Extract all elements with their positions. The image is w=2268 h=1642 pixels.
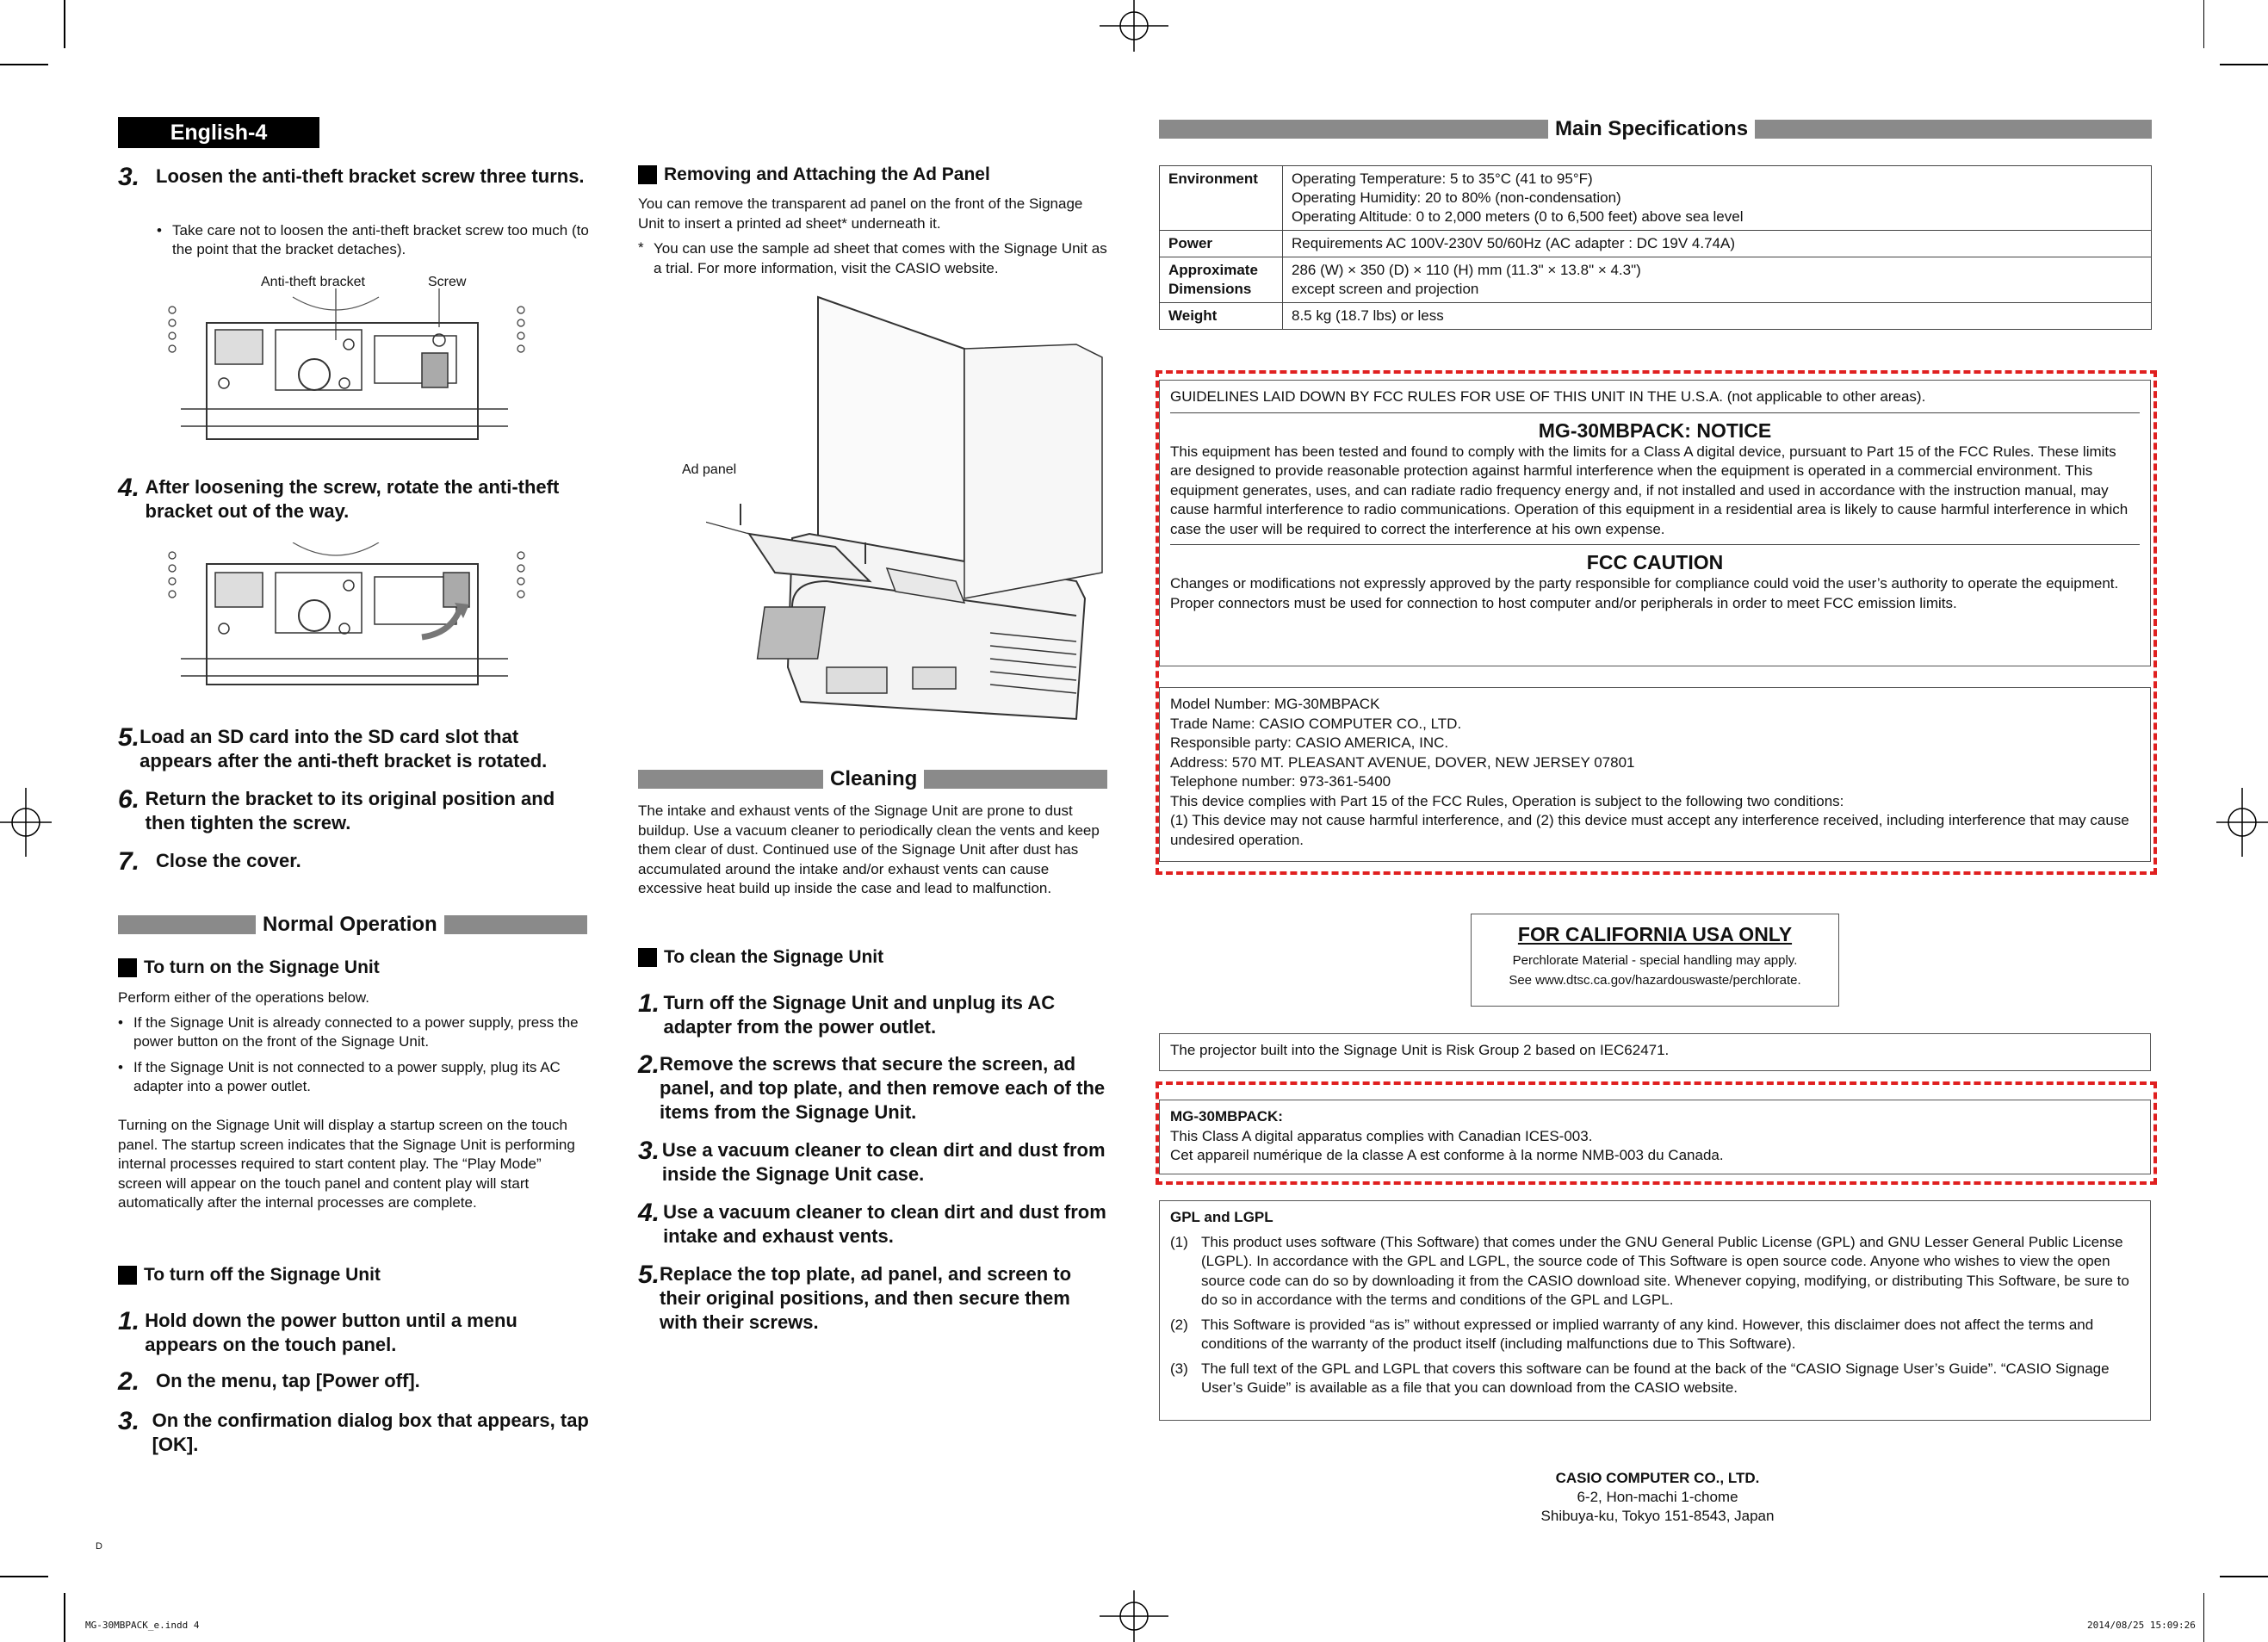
heading-bar-left xyxy=(638,770,823,789)
clean-step-1 xyxy=(638,991,1112,1039)
subhead-text: To turn off the Signage Unit xyxy=(144,1265,381,1285)
step-number: 3. xyxy=(118,1407,140,1435)
crop-mark-bl-v xyxy=(64,1593,65,1642)
crop-mark-br-v xyxy=(2203,1593,2205,1642)
spec-value xyxy=(1283,257,2152,303)
spec-key: Environment xyxy=(1160,166,1283,231)
spec-value: Requirements AC 100V-230V 50/60Hz (AC adapter : DC 19V 4.74A) xyxy=(1283,231,2152,257)
gpl-box xyxy=(1159,1200,2151,1421)
step-text: After loosening the screw, rotate the anti-theft bracket out of the way. xyxy=(145,476,560,522)
list-item xyxy=(1170,1360,2140,1398)
step-text: Load an SD card into the SD card slot that appears after the anti-theft bracket is rotated. xyxy=(139,726,548,771)
spec-value xyxy=(1283,166,2152,231)
spec-line: 286 (W) × 350 (D) × 110 (H) mm (11.3" × 13.8" × 4.3") xyxy=(1292,262,1641,278)
model-line: This device complies with Part 15 of the FCC Rules, Operation is subject to the following two conditions: xyxy=(1170,792,1844,809)
step-number: 1. xyxy=(638,989,660,1018)
section-title: Main Specifications xyxy=(1555,117,1749,140)
heading-bar-right xyxy=(1755,120,2152,139)
step-number: 2. xyxy=(118,1367,140,1396)
heading-bar-left xyxy=(118,915,256,934)
section-title: Normal Operation xyxy=(263,913,437,936)
bracket-figure-2 xyxy=(164,542,525,693)
step-number: 7. xyxy=(118,847,140,876)
california-box xyxy=(1471,914,1839,1007)
off-step-3 xyxy=(118,1409,592,1457)
step-number: 3. xyxy=(118,163,140,191)
fcc-notice-box xyxy=(1159,380,2151,666)
spec-key: Weight xyxy=(1160,303,1283,330)
step-number: 4. xyxy=(638,1199,660,1227)
step-text: On the menu, tap [Power off]. xyxy=(156,1370,420,1391)
table-row xyxy=(1160,166,2152,231)
california-line-1: Perchlorate Material - special handling may apply. xyxy=(1512,953,1798,968)
canada-line-1: This Class A digital apparatus complies with Canadian ICES-003. xyxy=(1170,1127,1593,1144)
heading-square-icon xyxy=(118,958,137,977)
table-row xyxy=(1160,231,2152,257)
step-number: 6. xyxy=(118,785,140,814)
clean-step-4 xyxy=(638,1200,1112,1249)
step-number: 5. xyxy=(118,723,140,752)
spec-line: Operating Altitude: 0 to 2,000 meters (0 to 6,500 feet) above sea level xyxy=(1292,208,1744,225)
cleaning-heading xyxy=(638,768,1107,790)
subhead-text: To turn on the Signage Unit xyxy=(144,957,380,977)
slug-file: MG-30MBPACK_e.indd 4 xyxy=(85,1620,200,1631)
heading-square-icon xyxy=(638,948,657,967)
normal-operation-heading xyxy=(118,914,587,936)
model-line: (1) This device may not cause harmful interference, and (2) this device must accept any interference received, including interference that may cause undesired operation. xyxy=(1170,812,2129,848)
step-5 xyxy=(118,725,592,773)
clean-heading xyxy=(638,947,883,968)
caution-text-1: Changes or modifications not expressly approved by the party responsible for compliance could void the user’s authority to operate the equipment. xyxy=(1170,575,2119,592)
main-spec-heading xyxy=(1159,118,2152,140)
gpl-item-text: This Software is provided “as is” without expressed or implied warranty of any kind. However, this disclaimer does not affect the terms and conditions of the warranty of the product itself (including malfunctions due to This Software). xyxy=(1201,1316,2094,1352)
turn-on-heading xyxy=(118,957,380,978)
heading-bar-right xyxy=(924,770,1107,789)
spec-line: Operating Temperature: 5 to 35°C (41 to 95°F) xyxy=(1292,170,1593,187)
ad-panel-note: You can use the sample ad sheet that comes with the Signage Unit as a trial. For more information, visit the CASIO website. xyxy=(654,240,1107,276)
list-item xyxy=(1170,1233,2140,1311)
spec-value: 8.5 kg (18.7 lbs) or less xyxy=(1283,303,2152,330)
crop-mark-br-h xyxy=(2220,1576,2268,1577)
divider xyxy=(1170,412,2140,413)
page-tab: English-4 xyxy=(118,117,319,148)
step-number: 2. xyxy=(638,1050,660,1079)
signage-unit-figure xyxy=(706,288,1119,728)
turn-on-intro: Perform either of the operations below. xyxy=(118,989,369,1006)
clean-step-3 xyxy=(638,1138,1112,1187)
off-step-1 xyxy=(118,1309,592,1357)
registration-target-bottom xyxy=(1100,1590,1168,1642)
step-text: Use a vacuum cleaner to clean dirt and dust from inside the Signage Unit case. xyxy=(661,1139,1106,1185)
spec-line: except screen and projection xyxy=(1292,281,1479,297)
step-4 xyxy=(118,475,592,524)
step-text: Turn off the Signage Unit and unplug its AC adapter from the power outlet. xyxy=(663,992,1056,1038)
california-line-2: See www.dtsc.ca.gov/hazardouswaste/perchlorate. xyxy=(1509,973,1801,988)
model-line: Trade Name: CASIO COMPUTER CO., LTD. xyxy=(1170,715,1462,732)
off-step-2 xyxy=(118,1369,592,1395)
figure-bracket-label: Anti-theft bracket xyxy=(261,275,365,289)
model-line: Address: 570 MT. PLEASANT AVENUE, DOVER, NEW JERSEY 07801 xyxy=(1170,753,1635,771)
table-row xyxy=(1160,257,2152,303)
divider xyxy=(1170,544,2140,545)
spec-line: Operating Humidity: 20 to 80% (non-condensation) xyxy=(1292,189,1621,206)
turn-on-bullet-1: • If the Signage Unit is already connected to a power supply, press the power button on the front of the Signage Unit. xyxy=(118,1013,590,1051)
gpl-title: GPL and LGPL xyxy=(1170,1209,1273,1225)
step-text: Close the cover. xyxy=(156,850,301,871)
list-item xyxy=(1170,1316,2140,1354)
model-line: Responsible party: CASIO AMERICA, INC. xyxy=(1170,734,1449,751)
california-title: FOR CALIFORNIA USA ONLY xyxy=(1517,923,1793,945)
canada-title: MG-30MBPACK: xyxy=(1170,1108,1283,1125)
clean-step-2 xyxy=(638,1052,1112,1125)
step-number: 5. xyxy=(638,1261,660,1289)
fcc-guidelines: GUIDELINES LAID DOWN BY FCC RULES FOR USE OF THIS UNIT IN THE U.S.A. (not applicable to other areas). xyxy=(1170,388,1926,405)
turn-on-paragraph: Turning on the Signage Unit will display a startup screen on the touch panel. The startup screen indicates that the Signage Unit is performing internal processes required to start content play. The “Play Mode” screen will appear on the touch panel and content play will start automatically after the internal processes are complete. xyxy=(118,1117,575,1211)
caution-title: FCC CAUTION xyxy=(1586,551,1724,573)
ad-panel-heading xyxy=(638,164,990,185)
step-text: Hold down the power button until a menu appears on the touch panel. xyxy=(145,1310,517,1355)
step-number: 1. xyxy=(118,1307,140,1335)
gpl-item-number: (1) xyxy=(1170,1233,1188,1250)
notice-title: MG-30MBPACK: NOTICE xyxy=(1538,418,1772,442)
step-number: 3. xyxy=(638,1137,660,1165)
step-text: Return the bracket to its original position and then tighten the screw. xyxy=(145,788,555,833)
subhead-text: To clean the Signage Unit xyxy=(664,947,884,967)
address-line-2: Shibuya-ku, Tokyo 151-8543, Japan xyxy=(1540,1508,1775,1524)
step-text: Remove the screws that secure the screen, ad panel, and top plate, and then remove each of the items from the Signage Unit. xyxy=(660,1053,1106,1123)
model-line: Model Number: MG-30MBPACK xyxy=(1170,696,1380,712)
heading-square-icon xyxy=(638,165,657,184)
section-title: Cleaning xyxy=(830,767,918,790)
turn-off-heading xyxy=(118,1265,381,1286)
step-number: 4. xyxy=(118,474,140,502)
gpl-item-number: (2) xyxy=(1170,1316,1188,1333)
crop-mark-tr-h xyxy=(2220,64,2268,65)
projector-box xyxy=(1159,1033,2151,1071)
step-3 xyxy=(118,164,592,190)
turn-on-bullet-2: • If the Signage Unit is not connected to a power supply, plug its AC adapter into a power outlet. xyxy=(118,1058,590,1096)
model-line: Telephone number: 973-361-5400 xyxy=(1170,773,1391,790)
gpl-item-number: (3) xyxy=(1170,1360,1188,1377)
figure-screw-label: Screw xyxy=(428,275,467,289)
address-line-1: 6-2, Hon-machi 1-chome xyxy=(1577,1489,1738,1505)
gpl-item-text: This product uses software (This Software) that comes under the GNU General Public License (GPL) and GNU Lesser General Public License (LGPL). In accordance with the GPL and LGPL, the source code of This Software is open source code. Anyone who wishes to view the open source code can do so by downloading it from the CASIO download site. Whenever copying, modifying, or distributing This Software, be sure to do so in accordance with the terms and conditions of the GPL and LGPL. xyxy=(1201,1233,2129,1308)
notice-text: This equipment has been tested and found to comply with the limits for a Class A digital device, pursuant to Part 15 of the FCC Rules. These limits are designed to provide reasonable protection against harmful interference when the equipment is operated in a commercial environment. This equipment generates, uses, and can radiate radio frequency energy and, if not installed and used in accordance with the instruction manual, may cause harmful interference to radio communications. Operation of this equipment in a residential area is likely to cause harmful interference in which case the user will be required to correct the interference at his own expense. xyxy=(1170,443,2129,537)
caution-text-2: Proper connectors must be used for connection to host computer and/or peripherals in order to meet FCC emission limits. xyxy=(1170,594,1957,611)
slug-timestamp: 2014/08/25 15:09:26 xyxy=(2087,1620,2196,1631)
company-address xyxy=(1481,1469,1834,1526)
step-text: Loosen the anti-theft bracket screw three turns. xyxy=(156,165,585,187)
spec-key: Approximate Dimensions xyxy=(1160,257,1283,303)
crop-mark-tr-v xyxy=(2203,0,2205,48)
model-info-box xyxy=(1159,687,2151,862)
spec-table xyxy=(1159,165,2152,330)
table-row xyxy=(1160,303,2152,330)
gpl-item-text: The full text of the GPL and LGPL that covers this software can be found at the back of the “CASIO Signage User’s Guide”. “CASIO Signage User’s Guide” is available as a file that you can download from the CASIO website. xyxy=(1201,1360,2110,1396)
spec-key: Power xyxy=(1160,231,1283,257)
crop-mark-tl-h xyxy=(0,64,48,65)
ad-panel-label: Ad panel xyxy=(682,462,737,477)
projector-text: The projector built into the Signage Unit is Risk Group 2 based on IEC62471. xyxy=(1170,1042,1670,1058)
step-text: Replace the top plate, ad panel, and screen to their original positions, and then secure them with their screws. xyxy=(660,1263,1072,1333)
registration-target-left xyxy=(0,788,52,857)
footer-letter: D xyxy=(96,1541,102,1552)
bracket-figure-1 xyxy=(164,288,525,448)
ad-panel-paragraph: You can remove the transparent ad panel on the front of the Signage Unit to insert a printed ad sheet* underneath it. xyxy=(638,195,1083,232)
step-7 xyxy=(118,849,592,875)
cleaning-paragraph: The intake and exhaust vents of the Signage Unit are prone to dust buildup. Use a vacuum cleaner to periodically clean the vents and keep them clear of dust. Continued use of the Signage Unit after dust has accumulated around the intake and/or exhaust vents can cause excessive heat build up inside the case and lead to malfunction. xyxy=(638,802,1100,896)
registration-target-right xyxy=(2216,788,2268,857)
canada-line-2: Cet appareil numérique de la classe A est conforme à la norme NMB-003 du Canada. xyxy=(1170,1147,1724,1163)
clean-step-5 xyxy=(638,1262,1112,1335)
heading-square-icon xyxy=(118,1266,137,1285)
crop-mark-bl-h xyxy=(0,1576,48,1577)
canada-box xyxy=(1159,1100,2151,1174)
step-text: On the confirmation dialog box that appears, tap [OK]. xyxy=(152,1410,589,1455)
step-text: Use a vacuum cleaner to clean dirt and dust from intake and exhaust vents. xyxy=(663,1201,1106,1247)
registration-target-top xyxy=(1100,0,1168,52)
step-3-note: • Take care not to loosen the anti-theft bracket screw too much (to the point that the bracket detaches). xyxy=(157,221,594,259)
ad-note-mark: * xyxy=(638,239,644,256)
crop-mark-tl-v xyxy=(64,0,65,48)
step-6 xyxy=(118,787,592,835)
heading-bar-left xyxy=(1159,120,1548,139)
company-name: CASIO COMPUTER CO., LTD. xyxy=(1555,1470,1760,1486)
heading-bar-right xyxy=(444,915,587,934)
subhead-text: Removing and Attaching the Ad Panel xyxy=(664,164,990,184)
